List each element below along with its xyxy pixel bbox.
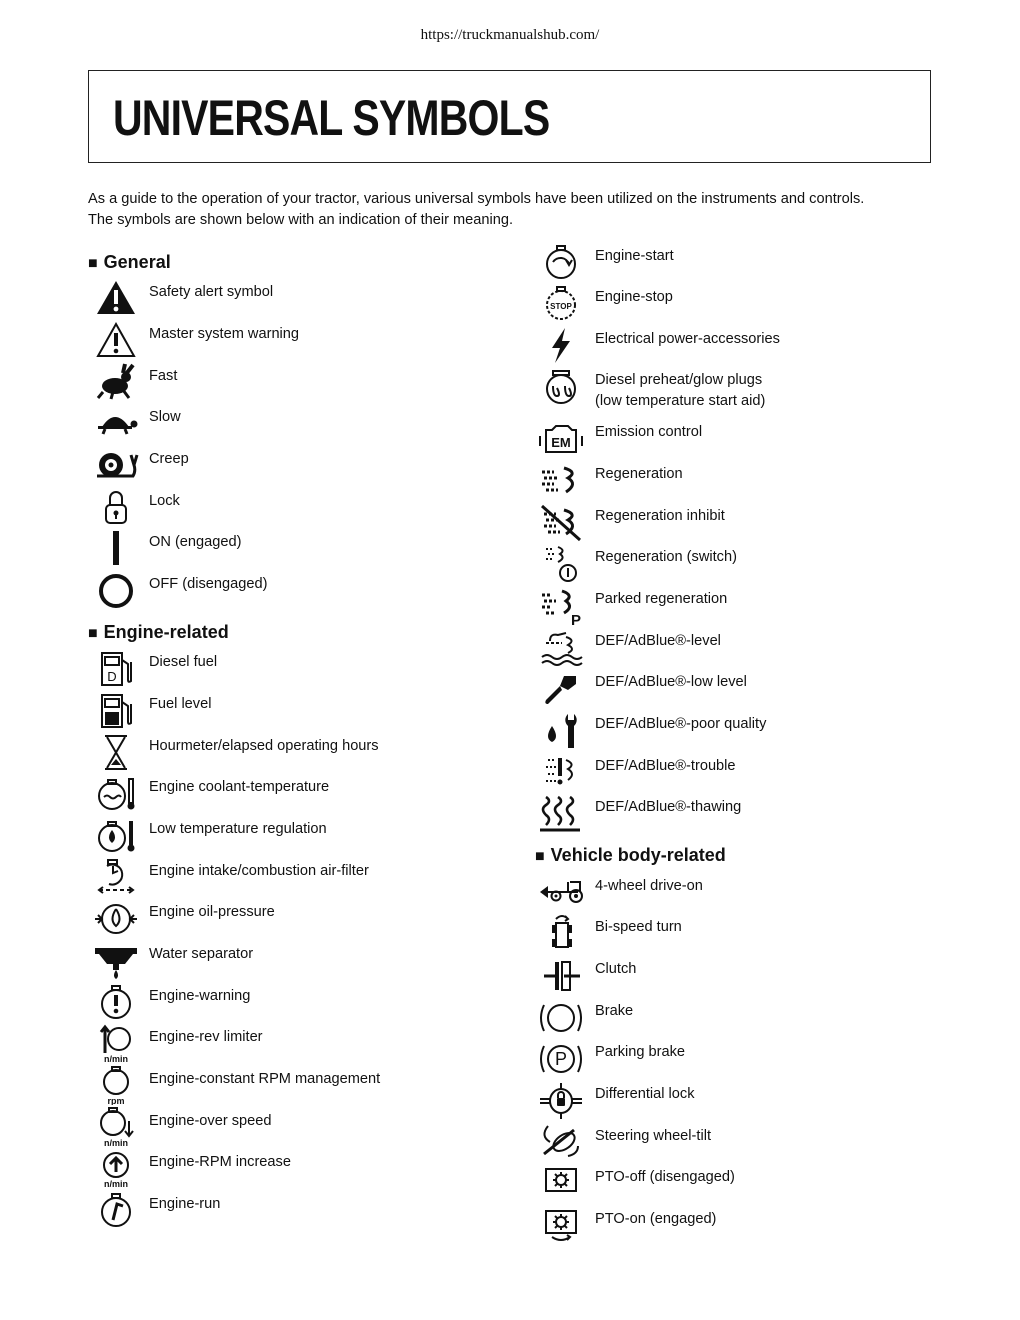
vehicle-symbol-row (538, 1038, 958, 1078)
symbol-label-line: Engine-start (595, 248, 674, 264)
rev-limiter-icon-label: n/min (104, 1054, 128, 1063)
right-symbol-row (538, 502, 958, 542)
symbol-label-line: Emission control (595, 424, 703, 440)
safety-alert-icon (93, 278, 139, 318)
over-speed-icon-label: n/min (104, 1138, 128, 1147)
water-separator-icon (93, 940, 139, 980)
right-symbol-row (538, 668, 958, 708)
section-marker: ■ (88, 255, 98, 272)
def-low-level-icon (538, 668, 584, 708)
symbol-label-line: Engine-RPM increase (149, 1154, 291, 1170)
regeneration-icon (538, 460, 584, 500)
hourglass-icon (93, 732, 139, 772)
engine-symbol-row (93, 690, 513, 730)
symbol-label (595, 1001, 633, 1022)
symbol-label-line: Brake (595, 1003, 634, 1019)
symbol-label-line: Diesel fuel (149, 654, 218, 670)
symbol-label (595, 714, 766, 735)
lightning-icon (538, 325, 584, 365)
section-engine-title: Engine-related (103, 622, 229, 642)
symbol-label (595, 959, 636, 980)
section-general-title: General (103, 252, 171, 272)
engine-symbol-row (93, 1190, 513, 1230)
source-url: https://truckmanualshub.com/ (420, 27, 600, 43)
right-symbol-row (538, 793, 958, 833)
symbol-label-line: PTO-on (engaged) (595, 1211, 717, 1227)
over-speed-icon (93, 1107, 139, 1147)
general-symbol-row (93, 278, 513, 318)
symbol-label-line: Hourmeter/elapsed operating hours (149, 738, 379, 754)
parked-regeneration-icon (538, 585, 584, 625)
section-general (88, 252, 171, 273)
glow-plug-icon (538, 366, 584, 406)
engine-symbol-row (93, 1023, 513, 1063)
symbol-label-line: Regeneration inhibit (595, 508, 725, 524)
page-title: UNIVERSAL SYMBOLS (113, 90, 550, 146)
symbol-label (149, 944, 253, 965)
symbol-label-line: Engine coolant-temperature (149, 779, 330, 795)
title-box (88, 70, 931, 163)
symbol-label-line: Water separator (149, 946, 254, 962)
symbol-label-line: Electrical power-accessories (595, 331, 780, 347)
symbol-label (149, 282, 273, 303)
engine-warning-icon (93, 982, 139, 1022)
symbol-label-line: Differential lock (595, 1086, 695, 1102)
symbol-label (595, 246, 674, 267)
symbol-label (149, 324, 299, 345)
vehicle-symbol-row (538, 1122, 958, 1162)
air-filter-icon (93, 857, 139, 897)
symbol-label (149, 1069, 380, 1090)
regeneration-switch-icon (538, 543, 584, 583)
emission-control-icon (538, 418, 584, 458)
emission-control-icon-label: EM (551, 435, 571, 450)
engine-start-icon (538, 242, 584, 282)
symbol-label (149, 1111, 272, 1132)
general-symbol-row (93, 570, 513, 610)
engine-symbol-row (93, 1065, 513, 1105)
constant-rpm-icon-label: rpm (107, 1096, 125, 1105)
symbol-label-line: PTO-off (disengaged) (595, 1169, 735, 1185)
regeneration-inhibit-icon (538, 502, 584, 542)
symbol-label (149, 491, 180, 512)
intro-line-1: As a guide to the operation of your tractor, various universal symbols have been utilized on the instruments and controls. (88, 191, 865, 207)
diesel-fuel-icon (93, 648, 139, 688)
parking-brake-icon-label: P (554, 1049, 568, 1069)
symbol-label-line: Creep (149, 451, 189, 467)
svg-text:D: D (107, 669, 117, 684)
snail-icon (93, 445, 139, 485)
symbol-label (149, 574, 267, 595)
right-symbol-row (538, 283, 958, 323)
symbol-label (149, 902, 275, 923)
def-poor-quality-icon (538, 710, 584, 750)
symbol-label (595, 876, 703, 897)
right-symbol-row (538, 460, 958, 500)
symbol-label-line: Low temperature regulation (149, 821, 327, 837)
coolant-temp-icon (93, 773, 139, 813)
pto-on-icon (538, 1205, 584, 1245)
symbol-label-line: ON (engaged) (149, 534, 242, 550)
general-symbol-row (93, 403, 513, 443)
general-symbol-row (93, 320, 513, 360)
general-symbol-row (93, 445, 513, 485)
symbol-label-line: Engine-stop (595, 289, 673, 305)
engine-symbol-row (93, 815, 513, 855)
symbol-label (595, 917, 682, 938)
intro-paragraph (88, 189, 948, 231)
right-symbol-row (538, 366, 958, 409)
symbol-label (595, 370, 765, 412)
symbol-label (595, 1167, 735, 1188)
vehicle-symbol-row (538, 1205, 958, 1245)
intro-line-2: The symbols are shown below with an indication of their meaning. (88, 212, 514, 228)
engine-symbol-row (93, 1107, 513, 1147)
engine-symbol-row (93, 773, 513, 813)
oil-pressure-icon (93, 898, 139, 938)
symbol-label-line-2: (low temperature start aid) (595, 393, 766, 409)
right-symbol-row (538, 627, 958, 667)
symbol-label (595, 589, 727, 610)
symbol-label-line: OFF (disengaged) (149, 576, 268, 592)
vehicle-symbol-row (538, 997, 958, 1037)
parked-regeneration-icon-label: P (570, 612, 582, 625)
symbol-label-line: DEF/AdBlue®-low level (595, 674, 747, 690)
right-symbol-row (538, 543, 958, 583)
section-marker: ■ (88, 625, 98, 642)
symbol-label (595, 1042, 685, 1063)
symbol-label (595, 756, 736, 777)
symbol-label (149, 449, 189, 470)
steering-tilt-icon (538, 1122, 584, 1162)
fuel-level-icon (93, 690, 139, 730)
section-engine (88, 622, 229, 643)
engine-symbol-row (93, 732, 513, 772)
symbol-label-line: Fast (149, 368, 178, 384)
symbol-label (595, 464, 683, 485)
turtle-icon (93, 403, 139, 443)
symbol-label-line: Fuel level (149, 696, 212, 712)
symbol-label (149, 694, 211, 715)
clutch-icon (538, 955, 584, 995)
symbol-label-line: DEF/AdBlue®-poor quality (595, 716, 767, 732)
engine-symbol-row (93, 648, 513, 688)
symbol-label-line: Lock (149, 493, 180, 509)
rabbit-icon (93, 362, 139, 402)
symbol-label-line: Engine intake/combustion air-filter (149, 863, 369, 879)
right-symbol-row (538, 325, 958, 365)
symbol-label-line: Safety alert symbol (149, 284, 274, 300)
section-marker: ■ (535, 848, 545, 865)
engine-run-icon (93, 1190, 139, 1230)
general-symbol-row (93, 528, 513, 568)
vehicle-symbol-row (538, 955, 958, 995)
def-level-icon (538, 627, 584, 667)
parking-brake-icon (538, 1038, 584, 1078)
right-symbol-row (538, 242, 958, 282)
def-trouble-icon (538, 752, 584, 792)
symbol-label-line: DEF/AdBlue®-thawing (595, 799, 742, 815)
engine-symbol-row (93, 940, 513, 980)
vehicle-symbol-row (538, 1163, 958, 1203)
right-symbol-row (538, 710, 958, 750)
symbol-label (595, 287, 673, 308)
symbol-label-line: Engine-over speed (149, 1113, 272, 1129)
engine-symbol-row (93, 898, 513, 938)
symbol-label (595, 1126, 711, 1147)
rpm-increase-icon-label: n/min (104, 1179, 128, 1188)
right-symbol-row (538, 585, 958, 625)
engine-stop-icon-label: STOP (550, 302, 572, 311)
low-temp-icon (93, 815, 139, 855)
symbol-label-line: Engine-constant RPM management (149, 1071, 381, 1087)
symbol-label (149, 1194, 220, 1215)
section-vehicle-title: Vehicle body-related (550, 845, 726, 865)
vehicle-symbol-row (538, 913, 958, 953)
constant-rpm-icon (93, 1065, 139, 1105)
symbol-label (595, 329, 780, 350)
symbol-label-line: Bi-speed turn (595, 919, 682, 935)
vehicle-symbol-row (538, 872, 958, 912)
symbol-label-line: Parking brake (595, 1044, 686, 1060)
vehicle-symbol-row (538, 1080, 958, 1120)
symbol-label-line: Clutch (595, 961, 637, 977)
symbol-label-line: Regeneration (595, 466, 683, 482)
engine-symbol-row (93, 1148, 513, 1188)
symbol-label-line: Engine-rev limiter (149, 1029, 263, 1045)
symbol-label (595, 506, 725, 527)
symbol-label (149, 652, 217, 673)
symbol-label (149, 532, 241, 553)
brake-icon (538, 997, 584, 1037)
rev-limiter-icon (93, 1023, 139, 1063)
symbol-label (595, 422, 702, 443)
symbol-label (149, 777, 329, 798)
symbol-label-line: Regeneration (switch) (595, 549, 737, 565)
master-warning-icon (93, 320, 139, 360)
symbol-label (595, 1209, 716, 1230)
symbol-label (149, 366, 177, 387)
right-symbol-row (538, 418, 958, 458)
symbol-label (149, 1152, 291, 1173)
four-wheel-drive-icon (538, 872, 584, 912)
def-thawing-icon (538, 793, 584, 833)
section-vehicle (535, 845, 726, 866)
symbol-label-line: DEF/AdBlue®-level (595, 633, 721, 649)
right-symbol-row (538, 752, 958, 792)
symbol-label (149, 986, 250, 1007)
engine-symbol-row (93, 857, 513, 897)
off-circle-icon (93, 570, 139, 610)
symbol-label (149, 861, 369, 882)
symbol-label-line: DEF/AdBlue®-trouble (595, 758, 736, 774)
on-bar-icon (93, 528, 139, 568)
lock-icon (93, 487, 139, 527)
symbol-label-line: Parked regeneration (595, 591, 728, 607)
pto-off-icon (538, 1163, 584, 1203)
differential-lock-icon (538, 1080, 584, 1120)
general-symbol-row (93, 487, 513, 527)
symbol-label-line: Slow (149, 409, 181, 425)
symbol-label (595, 672, 747, 693)
symbol-label-line: Diesel preheat/glow plugs (595, 372, 763, 388)
engine-symbol-row (93, 982, 513, 1022)
symbol-label (595, 1084, 695, 1105)
symbol-label-line: Engine-warning (149, 988, 251, 1004)
symbol-label (149, 407, 181, 428)
symbol-label (149, 819, 327, 840)
symbol-label (595, 547, 737, 568)
symbol-label-line: Steering wheel-tilt (595, 1128, 711, 1144)
symbol-label-line: Engine oil-pressure (149, 904, 275, 920)
general-symbol-row (93, 362, 513, 402)
symbol-label (595, 797, 741, 818)
rpm-increase-icon (93, 1148, 139, 1188)
symbol-label-line: 4-wheel drive-on (595, 878, 703, 894)
engine-stop-icon (538, 283, 584, 323)
symbol-label-line: Engine-run (149, 1196, 221, 1212)
symbol-label (149, 736, 379, 757)
bi-speed-turn-icon (538, 913, 584, 953)
symbol-label (149, 1027, 263, 1048)
symbol-label (595, 631, 721, 652)
symbol-label-line: Master system warning (149, 326, 300, 342)
